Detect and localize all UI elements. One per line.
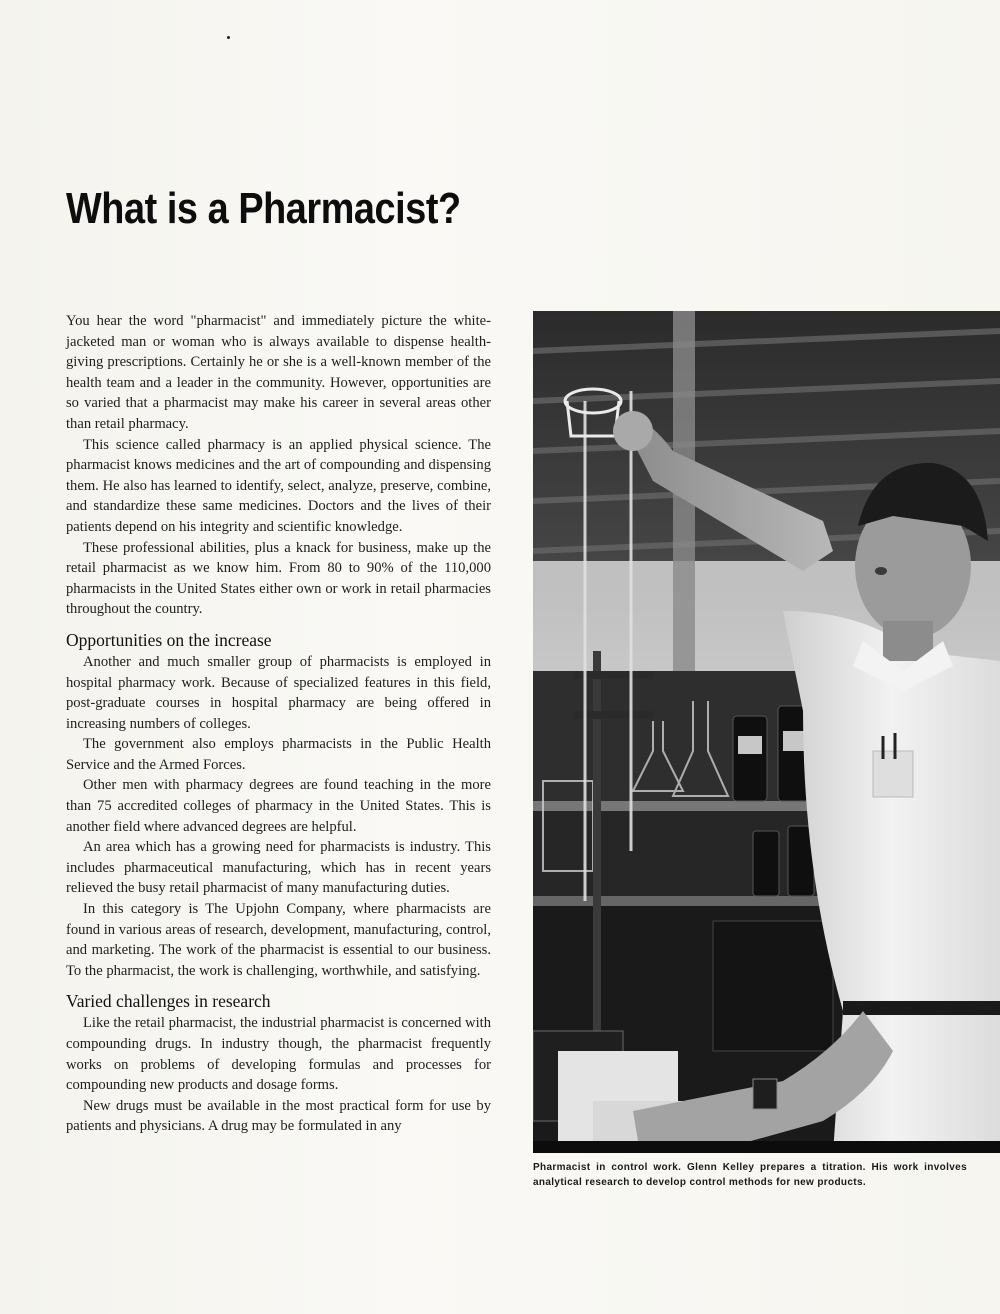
section-heading-opportunities: Opportunities on the increase <box>66 629 272 650</box>
paragraph: In this category is The Upjohn Company, where pharmacists are found in various areas of research, development, manufacturing, control, and marketing. The work of the pharmacist is essential to our business. To the pharmacist, the work is challenging, worthwhile, and satisfying. <box>66 901 491 979</box>
article-body <box>66 311 491 1137</box>
print-speck <box>227 36 230 39</box>
paragraph: Other men with pharmacy degrees are found teaching in the more than 75 accredited colleges of pharmacy in the United States. This is another field where advanced degrees are helpful. <box>66 777 491 835</box>
paragraph: Like the retail pharmacist, the industrial pharmacist is concerned with compounding drugs. In industry though, the pharmacist frequently works on problems of developing formulas and processes for compounding new products and dosage forms. <box>66 1015 491 1094</box>
section-heading-research: Varied challenges in research <box>66 991 271 1012</box>
paragraph: New drugs must be available in the most practical form for use by patients and physicians. A drug may be formulated in any <box>66 1097 491 1135</box>
paragraph: This science called pharmacy is an applied physical science. The pharmacist knows medicines and the art of compounding and dispensing them. He also has learned to identify, select, analyze, preserve, combine, and standardize these same medicines. Doctors and the lives of their patients depend on his integrity and scientific knowledge. <box>66 436 491 535</box>
page-title: What is a Pharmacist? <box>66 184 461 233</box>
photo-caption: Pharmacist in control work. Glenn Kelley prepares a titration. His work involves analytical research to develop control methods for new products. <box>533 1162 967 1188</box>
paragraph: You hear the word "pharmacist" and immediately picture the white-jacketed man or woman who is always available to dispense health-giving prescriptions. Certainly he or she is a well-known member of the health team and a leader in the community. However, opportunities are so varied that a pharmacist may make his career in several areas other than retail pharmacy. <box>66 313 491 432</box>
paragraph: The government also employs pharmacists in the Public Health Service and the Armed Forces. <box>66 736 491 773</box>
lab-scene-illustration <box>533 311 1000 1153</box>
paragraph: An area which has a growing need for pharmacists is industry. This includes pharmaceutical manufacturing, which has in recent years relieved the busy retail pharmacist of many manufacturing duties. <box>66 839 491 897</box>
pharmacist-photo <box>533 311 1000 1153</box>
paragraph: These professional abilities, plus a knack for business, make up the retail pharmacist as we know him. From 80 to 90% of the 110,000 pharmacists in the United States either own or work in retail pharmacies throughout the country. <box>66 539 491 618</box>
paragraph: Another and much smaller group of pharmacists is employed in hospital pharmacy work. Because of specialized features in this field, post-graduate courses in hospital pharmacy are being offered in increasing numbers of colleges. <box>66 653 491 732</box>
